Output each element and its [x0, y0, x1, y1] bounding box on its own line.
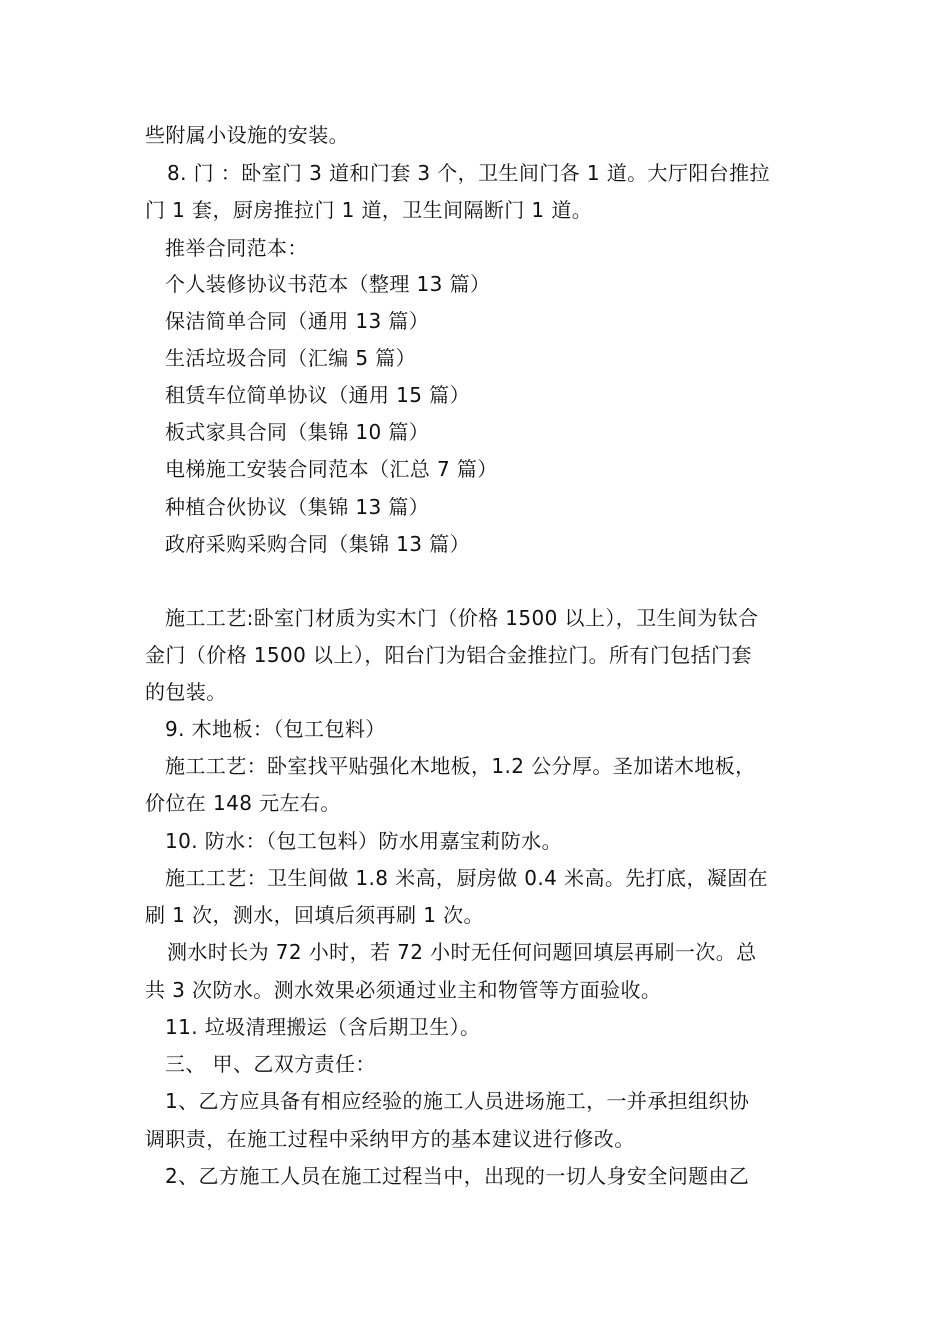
text-line: 种植合伙协议（集锦 13 篇） [165, 495, 430, 519]
text-line: 些附属小设施的安装。 [145, 123, 349, 147]
text-line: 个人装修协议书范本（整理 13 篇） [165, 272, 491, 296]
text-line: 电梯施工安装合同范本（汇总 7 篇） [165, 457, 498, 481]
text-line: 8. 门 ：卧室门 3 道和门套 3 个，卫生间门各 1 道。大厅阳台推拉 [167, 161, 770, 185]
text-line: 价位在 148 元左右。 [145, 791, 341, 815]
text-line: 施工工艺:卧室门材质为实木门（价格 1500 以上），卫生间为钛合 [165, 606, 759, 630]
text-line: 的包装。 [145, 680, 227, 704]
text-line: 11. 垃圾清理搬运（含后期卫生）。 [165, 1015, 481, 1039]
text-line: 板式家具合同（集锦 10 篇） [165, 420, 430, 444]
text-line: 测水时长为 72 小时，若 72 小时无任何问题回填层再刷一次。总 [167, 940, 757, 964]
text-line: 生活垃圾合同（汇编 5 篇） [165, 346, 417, 370]
text-line: 租赁车位简单协议（通用 15 篇） [165, 383, 470, 407]
text-line: 共 3 次防水。测水效果必须通过业主和物管等方面验收。 [145, 978, 662, 1002]
text-line: 1、乙方应具备有相应经验的施工人员进场施工，一并承担组织协 [165, 1089, 750, 1113]
text-line: 10. 防水：（包工包料）防水用嘉宝莉防水。 [165, 829, 562, 853]
text-line: 保洁简单合同（通用 13 篇） [165, 309, 430, 333]
text-line: 刷 1 次，测水，回填后须再刷 1 次。 [145, 903, 484, 927]
text-line: 施工工艺：卧室找平贴强化木地板，1.2 公分厚。圣加诺木地板， [165, 754, 756, 778]
text-line: 2、乙方施工人员在施工过程当中，出现的一切人身安全问题由乙 [165, 1164, 750, 1188]
text-line: 三、 甲、乙双方责任： [165, 1052, 376, 1076]
text-line: 施工工艺：卫生间做 1.8 米高，厨房做 0.4 米高。先打底，凝固在 [165, 866, 769, 890]
text-line: 9. 木地板：（包工包料） [165, 717, 386, 741]
text-line: 政府采购采购合同（集锦 13 篇） [165, 532, 470, 556]
text-line: 金门（价格 1500 以上），阳台门为铝合金推拉门。所有门包括门套 [145, 643, 752, 667]
text-line: 推举合同范本： [165, 236, 308, 260]
text-line: 调职责，在施工过程中采纳甲方的基本建议进行修改。 [145, 1127, 635, 1151]
text-line: 门 1 套，厨房推拉门 1 道，卫生间隔断门 1 道。 [145, 198, 593, 222]
